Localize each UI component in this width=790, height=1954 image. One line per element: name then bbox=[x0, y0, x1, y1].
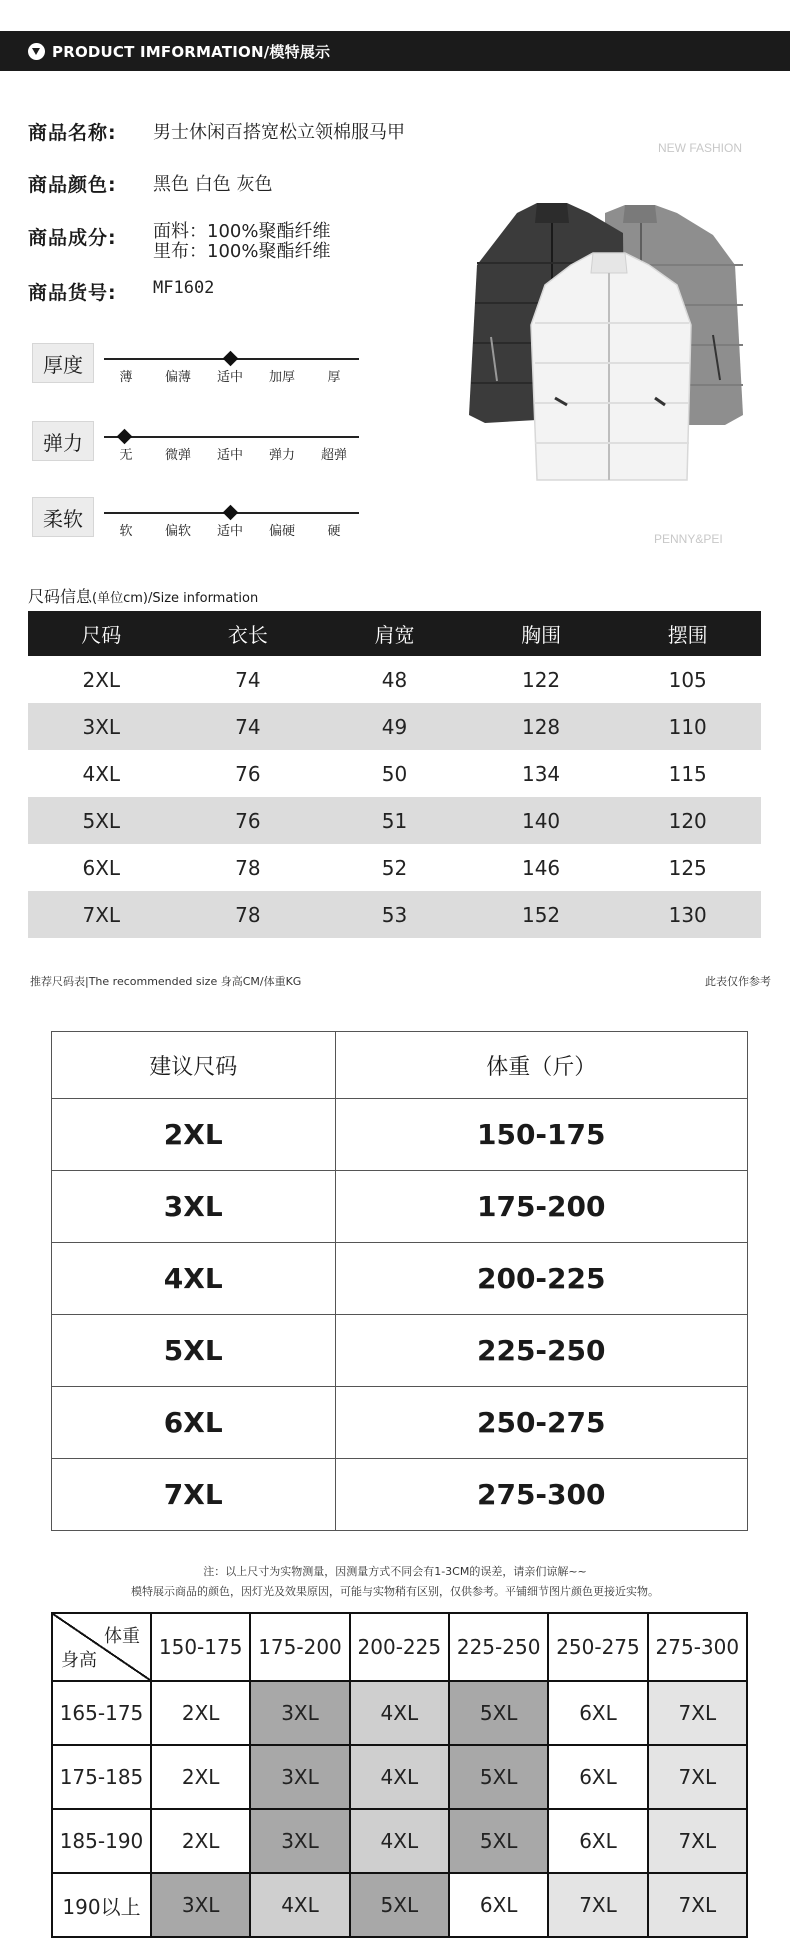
recommend-size: 2XL bbox=[52, 1099, 336, 1171]
matrix-cell: 6XL bbox=[548, 1745, 647, 1809]
scale-option: 加厚 bbox=[268, 370, 295, 385]
table-row bbox=[52, 1809, 747, 1873]
matrix-cell: 6XL bbox=[449, 1873, 548, 1937]
scale-option: 微弹 bbox=[164, 448, 191, 463]
matrix-cell: 4XL bbox=[350, 1681, 449, 1745]
matrix-cell: 5XL bbox=[449, 1809, 548, 1873]
table-cell: 49 bbox=[321, 703, 468, 750]
matrix-weight-header: 150-175 bbox=[151, 1613, 250, 1681]
matrix-weight-header: 225-250 bbox=[449, 1613, 548, 1681]
matrix-cell: 7XL bbox=[648, 1873, 747, 1937]
matrix-height: 165-175 bbox=[52, 1681, 151, 1745]
matrix-weight-header: 250-275 bbox=[548, 1613, 647, 1681]
table-cell: 6XL bbox=[82, 855, 121, 880]
matrix-cell: 3XL bbox=[250, 1681, 349, 1745]
product-material-row bbox=[28, 222, 330, 262]
header-bar bbox=[0, 31, 790, 71]
table-row bbox=[28, 797, 761, 844]
table-cell: 74 bbox=[235, 667, 261, 692]
table-row bbox=[28, 656, 761, 703]
recommend-header-row bbox=[52, 1032, 748, 1099]
scale-option: 硬 bbox=[327, 524, 341, 539]
table-cell: 152 bbox=[468, 891, 615, 938]
matrix-cell: 5XL bbox=[449, 1745, 548, 1809]
scale-option: 超弹 bbox=[320, 448, 347, 463]
table-row bbox=[52, 1681, 747, 1745]
table-cell: 78 bbox=[175, 891, 322, 938]
product-color-value: 黑色 白色 灰色 bbox=[153, 174, 273, 195]
matrix-weight-header: 175-200 bbox=[250, 1613, 349, 1681]
recommend-caption-left: 推荐尺码表|The recommended size 身高CM/体重KG bbox=[30, 975, 302, 988]
matrix-cell: 6XL bbox=[548, 1681, 647, 1745]
table-row bbox=[28, 844, 761, 891]
recommend-weight: 225-250 bbox=[335, 1315, 748, 1387]
table-row bbox=[28, 750, 761, 797]
table-row bbox=[28, 703, 761, 750]
matrix-cell: 5XL bbox=[449, 1681, 548, 1745]
matrix-cell: 7XL bbox=[648, 1809, 747, 1873]
table-cell: 110 bbox=[614, 703, 761, 750]
table-row bbox=[52, 1099, 748, 1171]
table-row bbox=[52, 1315, 748, 1387]
note-line-2: 模特展示商品的颜色，因灯光及效果原因，可能与实物稍有区别，仅供参考。平铺细节图片颜色更接近实物。 bbox=[131, 1585, 659, 1598]
table-row bbox=[52, 1459, 748, 1531]
table-cell: 48 bbox=[381, 667, 408, 692]
recommend-weight: 250-275 bbox=[335, 1387, 748, 1459]
scale-option: 适中 bbox=[216, 524, 243, 539]
table-cell: 105 bbox=[668, 667, 707, 692]
matrix-cell: 2XL bbox=[151, 1809, 250, 1873]
table-cell: 122 bbox=[521, 667, 561, 692]
table-cell: 76 bbox=[175, 797, 322, 844]
product-material-value bbox=[153, 222, 330, 262]
recommend-size: 4XL bbox=[52, 1243, 336, 1315]
table-cell: 4XL bbox=[82, 761, 121, 786]
attr-label-elasticity: 弹力 bbox=[32, 421, 94, 461]
matrix-cell: 2XL bbox=[151, 1745, 250, 1809]
recommend-weight: 175-200 bbox=[335, 1171, 748, 1243]
size-info-table bbox=[28, 611, 761, 938]
recommend-size: 3XL bbox=[52, 1171, 336, 1243]
table-cell: 146 bbox=[521, 855, 561, 880]
table-cell: 3XL bbox=[28, 703, 175, 750]
table-row bbox=[52, 1243, 748, 1315]
table-cell: 134 bbox=[521, 761, 561, 786]
product-color-row bbox=[28, 170, 272, 197]
size-info-title-cn: 尺码信息 bbox=[28, 587, 93, 606]
scale-option: 适中 bbox=[216, 370, 243, 385]
table-cell: 51 bbox=[321, 797, 468, 844]
matrix-cell: 3XL bbox=[250, 1809, 349, 1873]
size-table-header: 胸围 bbox=[468, 611, 615, 656]
recommend-header: 建议尺码 bbox=[52, 1032, 336, 1099]
table-cell: 115 bbox=[668, 761, 707, 786]
matrix-cell: 3XL bbox=[151, 1873, 250, 1937]
recommend-size: 5XL bbox=[52, 1315, 336, 1387]
matrix-cell: 4XL bbox=[350, 1745, 449, 1809]
matrix-cell: 4XL bbox=[250, 1873, 349, 1937]
material-fabric: 面料：100%聚酯纤维 bbox=[153, 221, 331, 242]
matrix-height: 185-190 bbox=[52, 1809, 151, 1873]
recommend-size-table bbox=[51, 1031, 748, 1531]
size-info-unit: (单位cm) bbox=[92, 591, 148, 606]
product-sku-row bbox=[28, 278, 214, 305]
product-name-row bbox=[28, 118, 405, 145]
table-cell: 5XL bbox=[28, 797, 175, 844]
table-cell: 76 bbox=[235, 761, 261, 786]
scale-options-elasticity bbox=[101, 444, 359, 463]
recommend-weight: 150-175 bbox=[335, 1099, 748, 1171]
scale-option: 薄 bbox=[119, 370, 133, 385]
table-cell: 74 bbox=[175, 703, 322, 750]
vest-white bbox=[531, 253, 691, 480]
table-cell: 50 bbox=[381, 761, 408, 786]
recommend-size: 6XL bbox=[52, 1387, 336, 1459]
scale-option: 软 bbox=[119, 524, 133, 539]
matrix-cell: 2XL bbox=[151, 1681, 250, 1745]
table-cell: 52 bbox=[381, 855, 408, 880]
scale-marker-softness bbox=[223, 505, 239, 521]
table-cell: 7XL bbox=[28, 891, 175, 938]
size-table-header-row bbox=[28, 611, 761, 656]
recommend-caption-right: 此表仅作参考 bbox=[705, 975, 771, 988]
watermark-new-fashion: NEW FASHION bbox=[658, 141, 743, 155]
size-info-title bbox=[28, 584, 258, 607]
matrix-height: 175-185 bbox=[52, 1745, 151, 1809]
table-cell: 125 bbox=[668, 855, 707, 880]
product-sku-label: 商品货号: bbox=[28, 282, 117, 304]
product-color-label: 商品颜色: bbox=[28, 174, 117, 196]
table-cell: 130 bbox=[614, 891, 761, 938]
product-material-label: 商品成分: bbox=[28, 227, 117, 249]
table-cell: 128 bbox=[468, 703, 615, 750]
attr-label-softness: 柔软 bbox=[32, 497, 94, 537]
scale-option: 偏软 bbox=[164, 524, 191, 539]
size-table-header: 肩宽 bbox=[321, 611, 468, 656]
matrix-cell: 6XL bbox=[548, 1809, 647, 1873]
watermark-penny-pei: PENNY&PEI bbox=[654, 532, 723, 546]
scale-option: 偏薄 bbox=[164, 370, 191, 385]
scale-marker-elasticity bbox=[117, 429, 133, 445]
table-row bbox=[52, 1745, 747, 1809]
scale-option: 厚 bbox=[327, 370, 341, 385]
table-cell: 140 bbox=[468, 797, 615, 844]
matrix-header-row bbox=[52, 1613, 747, 1681]
table-cell: 2XL bbox=[82, 667, 121, 692]
attr-label-thickness: 厚度 bbox=[32, 343, 94, 383]
note-line-1: 注：以上尺寸为实物测量，因测量方式不同会有1-3CM的误差，请亲们谅解~~ bbox=[203, 1565, 587, 1578]
size-table-header: 摆围 bbox=[614, 611, 761, 656]
scale-option: 无 bbox=[119, 448, 133, 463]
recommend-weight: 200-225 bbox=[335, 1243, 748, 1315]
matrix-height: 190以上 bbox=[52, 1873, 151, 1937]
scale-option: 偏硬 bbox=[268, 524, 295, 539]
matrix-cell: 4XL bbox=[350, 1809, 449, 1873]
height-weight-matrix bbox=[51, 1612, 748, 1938]
matrix-corner-weight: 体重 bbox=[104, 1626, 140, 1647]
matrix-weight-header: 200-225 bbox=[350, 1613, 449, 1681]
matrix-cell: 3XL bbox=[250, 1745, 349, 1809]
scale-marker-thickness bbox=[223, 351, 239, 367]
size-table-header: 衣长 bbox=[175, 611, 322, 656]
recommend-header: 体重（斤） bbox=[335, 1032, 748, 1099]
matrix-corner bbox=[52, 1613, 151, 1681]
matrix-cell: 7XL bbox=[648, 1745, 747, 1809]
product-sku-value: MF1602 bbox=[153, 278, 215, 298]
scale-options-softness bbox=[101, 520, 359, 539]
table-row bbox=[52, 1873, 747, 1937]
table-row bbox=[28, 891, 761, 938]
recommend-size: 7XL bbox=[52, 1459, 336, 1531]
table-cell: 120 bbox=[614, 797, 761, 844]
scale-option: 弹力 bbox=[268, 448, 295, 463]
product-name-label: 商品名称: bbox=[28, 122, 117, 144]
recommend-weight: 275-300 bbox=[335, 1459, 748, 1531]
product-photo-vests bbox=[455, 195, 765, 485]
table-cell: 78 bbox=[235, 855, 261, 880]
matrix-cell: 7XL bbox=[648, 1681, 747, 1745]
chevron-down-icon bbox=[28, 43, 45, 60]
size-table-header: 尺码 bbox=[28, 611, 175, 656]
table-cell: 53 bbox=[321, 891, 468, 938]
matrix-weight-header: 275-300 bbox=[648, 1613, 747, 1681]
product-name-value: 男士休闲百搭宽松立领棉服马甲 bbox=[153, 122, 405, 143]
table-row bbox=[52, 1171, 748, 1243]
matrix-corner-height: 身高 bbox=[61, 1650, 97, 1671]
scale-line-elasticity bbox=[104, 436, 359, 438]
table-row bbox=[52, 1387, 748, 1459]
size-info-title-en: /Size information bbox=[147, 591, 259, 606]
material-lining: 里布：100%聚酯纤维 bbox=[153, 241, 331, 262]
header-title: PRODUCT IMFORMATION/模特展示 bbox=[52, 42, 331, 61]
matrix-cell: 5XL bbox=[350, 1873, 449, 1937]
matrix-cell: 7XL bbox=[548, 1873, 647, 1937]
scale-option: 适中 bbox=[216, 448, 243, 463]
scale-options-thickness bbox=[101, 366, 359, 385]
